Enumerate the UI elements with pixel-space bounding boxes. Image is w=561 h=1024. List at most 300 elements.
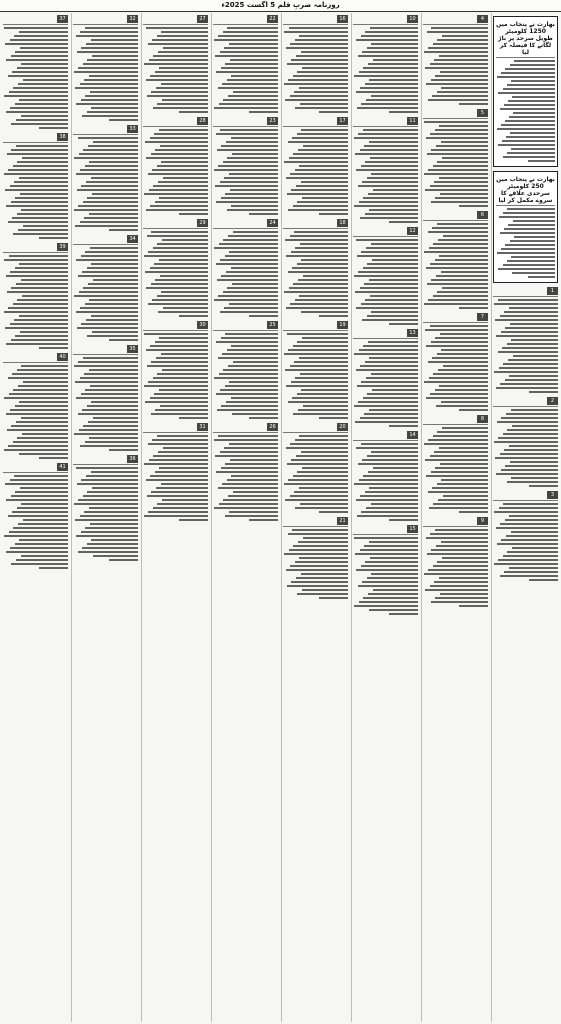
text-line bbox=[512, 272, 555, 274]
text-line bbox=[369, 409, 418, 411]
text-line bbox=[150, 267, 209, 269]
text-line bbox=[159, 197, 208, 199]
text-line bbox=[431, 149, 488, 151]
text-line bbox=[295, 299, 348, 301]
text-line bbox=[439, 577, 488, 579]
text-line bbox=[159, 467, 208, 469]
text-line bbox=[459, 307, 488, 309]
text-line bbox=[81, 185, 138, 187]
text-line bbox=[368, 63, 418, 65]
text-line bbox=[220, 51, 279, 53]
text-line bbox=[442, 557, 488, 559]
text-line bbox=[424, 121, 488, 123]
text-line bbox=[356, 369, 418, 371]
text-line bbox=[433, 43, 488, 45]
text-line bbox=[13, 389, 68, 391]
text-line bbox=[302, 197, 348, 199]
headline-rule bbox=[496, 205, 555, 206]
text-line bbox=[291, 59, 348, 61]
text-line bbox=[151, 153, 208, 155]
text-line bbox=[145, 271, 208, 273]
news-item-body bbox=[143, 333, 208, 419]
text-line bbox=[15, 197, 68, 199]
text-line bbox=[288, 209, 348, 211]
text-line bbox=[18, 523, 68, 525]
news-item bbox=[73, 15, 138, 121]
text-line bbox=[361, 511, 418, 513]
text-line bbox=[284, 291, 348, 293]
text-line bbox=[294, 361, 348, 363]
text-line bbox=[369, 357, 418, 359]
news-item-body bbox=[353, 27, 418, 113]
text-line bbox=[78, 499, 138, 501]
news-item-header bbox=[143, 423, 208, 431]
text-line bbox=[373, 589, 419, 591]
text-line bbox=[76, 397, 138, 399]
text-line bbox=[435, 597, 488, 599]
text-line bbox=[357, 515, 418, 517]
text-line bbox=[218, 165, 278, 167]
news-item-headline: بھارت نے پنجاب میں 1250 کلومیٹر طویل سرحد پر باڑ لگانے کا فیصلہ کر لیا bbox=[496, 21, 555, 56]
text-line bbox=[303, 275, 349, 277]
text-line bbox=[502, 140, 555, 142]
text-line bbox=[19, 177, 68, 179]
text-line bbox=[509, 375, 558, 377]
text-line bbox=[289, 27, 348, 29]
text-line bbox=[426, 475, 488, 477]
text-line bbox=[13, 441, 68, 443]
headline-rule bbox=[283, 432, 348, 433]
text-line bbox=[367, 315, 418, 317]
text-line bbox=[179, 519, 208, 521]
text-line bbox=[19, 263, 68, 265]
text-line bbox=[511, 409, 558, 411]
news-item-number-badge: 16 bbox=[337, 15, 348, 23]
news-item bbox=[143, 15, 208, 113]
text-line bbox=[503, 503, 558, 505]
text-line bbox=[74, 503, 138, 505]
news-item-body bbox=[143, 129, 208, 215]
text-line bbox=[21, 209, 68, 211]
text-line bbox=[360, 549, 419, 551]
news-item-header bbox=[493, 397, 558, 405]
text-line bbox=[157, 165, 208, 167]
text-line bbox=[16, 119, 68, 121]
text-line bbox=[435, 389, 488, 391]
text-line bbox=[221, 405, 278, 407]
text-line bbox=[83, 149, 138, 151]
text-line bbox=[358, 133, 418, 135]
text-line bbox=[287, 463, 348, 465]
text-line bbox=[369, 609, 418, 611]
text-line bbox=[154, 393, 208, 395]
text-line bbox=[442, 157, 488, 159]
text-line bbox=[295, 247, 348, 249]
text-line bbox=[355, 153, 418, 155]
text-line bbox=[425, 189, 488, 191]
text-line bbox=[365, 361, 418, 363]
text-line bbox=[435, 529, 488, 531]
text-line bbox=[219, 503, 278, 505]
text-line bbox=[303, 537, 349, 539]
text-line bbox=[17, 507, 68, 509]
text-line bbox=[370, 557, 418, 559]
news-item-number-badge: 18 bbox=[337, 219, 348, 227]
text-line bbox=[431, 201, 488, 203]
text-line bbox=[8, 515, 68, 517]
text-line bbox=[18, 385, 68, 387]
news-item bbox=[353, 15, 418, 113]
text-line bbox=[76, 535, 138, 537]
news-item-header bbox=[143, 219, 208, 227]
text-line bbox=[298, 409, 348, 411]
text-line bbox=[75, 519, 138, 521]
text-line bbox=[319, 213, 348, 215]
text-line bbox=[366, 99, 418, 101]
text-line bbox=[509, 307, 558, 309]
text-line bbox=[367, 455, 418, 457]
news-item bbox=[213, 219, 278, 317]
text-line bbox=[81, 47, 138, 49]
text-line bbox=[76, 467, 138, 469]
text-line bbox=[223, 239, 278, 241]
headline-rule bbox=[353, 440, 418, 441]
text-line bbox=[92, 487, 138, 489]
text-line bbox=[17, 369, 68, 371]
news-item-body bbox=[3, 365, 68, 459]
text-line bbox=[427, 31, 488, 33]
text-line bbox=[151, 491, 208, 493]
text-line bbox=[144, 333, 208, 335]
text-line bbox=[83, 63, 138, 65]
text-line bbox=[494, 563, 558, 565]
text-line bbox=[15, 335, 68, 337]
text-line bbox=[145, 401, 208, 403]
text-line bbox=[10, 39, 69, 41]
text-line bbox=[214, 39, 278, 41]
text-line bbox=[293, 545, 348, 547]
text-line bbox=[434, 581, 488, 583]
text-line bbox=[13, 527, 68, 529]
text-line bbox=[74, 71, 138, 73]
text-line bbox=[430, 393, 488, 395]
news-item bbox=[143, 423, 208, 521]
text-line bbox=[429, 247, 488, 249]
text-line bbox=[427, 153, 488, 155]
text-line bbox=[179, 315, 208, 317]
text-line bbox=[147, 95, 208, 97]
text-line bbox=[511, 256, 555, 258]
text-line bbox=[218, 35, 278, 37]
text-line bbox=[157, 35, 208, 37]
text-line bbox=[443, 495, 489, 497]
text-line bbox=[501, 124, 555, 126]
news-item bbox=[493, 287, 558, 393]
headline-rule bbox=[353, 126, 418, 127]
news-item-header bbox=[353, 227, 418, 235]
text-line bbox=[229, 43, 278, 45]
text-line bbox=[424, 573, 488, 575]
text-line bbox=[6, 343, 68, 345]
text-line bbox=[162, 99, 208, 101]
text-line bbox=[299, 295, 348, 297]
text-line bbox=[233, 361, 279, 363]
news-column bbox=[421, 13, 489, 1022]
text-line bbox=[371, 173, 418, 175]
text-line bbox=[148, 303, 208, 305]
text-line bbox=[424, 303, 488, 305]
text-line bbox=[151, 413, 208, 415]
text-line bbox=[13, 233, 68, 235]
news-item bbox=[423, 517, 488, 607]
text-line bbox=[503, 156, 555, 158]
news-item bbox=[353, 117, 418, 223]
headline-rule bbox=[3, 142, 68, 143]
text-line bbox=[499, 367, 558, 369]
news-item-header bbox=[423, 313, 488, 321]
news-item-header bbox=[213, 15, 278, 23]
text-line bbox=[214, 439, 278, 441]
text-line bbox=[225, 333, 278, 335]
text-line bbox=[366, 507, 418, 509]
text-line bbox=[23, 225, 69, 227]
text-line bbox=[215, 185, 278, 187]
text-line bbox=[359, 349, 418, 351]
news-item bbox=[283, 321, 348, 419]
text-line bbox=[286, 47, 348, 49]
text-line bbox=[218, 487, 278, 489]
text-line bbox=[437, 91, 488, 93]
text-line bbox=[368, 593, 418, 595]
text-line bbox=[8, 221, 68, 223]
text-line bbox=[144, 63, 208, 65]
text-line bbox=[221, 275, 278, 277]
headline-rule bbox=[423, 526, 488, 527]
news-item-header bbox=[283, 15, 348, 23]
news-item bbox=[73, 345, 138, 451]
headline-rule bbox=[493, 296, 558, 297]
text-line bbox=[288, 533, 348, 535]
text-line bbox=[4, 397, 68, 399]
text-line bbox=[369, 279, 418, 281]
text-line bbox=[497, 543, 558, 545]
news-item-header bbox=[353, 15, 418, 23]
text-line bbox=[504, 449, 558, 451]
text-line bbox=[509, 116, 555, 118]
text-line bbox=[82, 547, 138, 549]
text-line bbox=[93, 279, 139, 281]
text-line bbox=[76, 35, 138, 37]
text-line bbox=[230, 189, 278, 191]
text-line bbox=[287, 585, 348, 587]
text-line bbox=[82, 271, 138, 273]
news-item-number-badge: 27 bbox=[197, 15, 208, 23]
text-line bbox=[215, 55, 278, 57]
headline-rule bbox=[353, 236, 418, 237]
text-line bbox=[292, 267, 348, 269]
text-line bbox=[505, 68, 555, 70]
news-item-number-badge: 21 bbox=[337, 517, 348, 525]
text-line bbox=[459, 409, 488, 411]
text-line bbox=[39, 457, 68, 459]
text-line bbox=[18, 229, 68, 231]
news-item-number-badge: 26 bbox=[267, 423, 278, 431]
headline-rule bbox=[423, 24, 488, 25]
text-line bbox=[442, 35, 488, 37]
text-line bbox=[89, 299, 138, 301]
text-line bbox=[501, 331, 558, 333]
text-line bbox=[293, 413, 348, 415]
text-line bbox=[89, 161, 138, 163]
news-item-body bbox=[73, 137, 138, 231]
headline-rule bbox=[143, 228, 208, 229]
news-item-body bbox=[283, 529, 348, 599]
headline-rule bbox=[423, 424, 488, 425]
text-line bbox=[90, 523, 138, 525]
text-line bbox=[430, 585, 489, 587]
news-item-body bbox=[213, 129, 278, 215]
news-item-header bbox=[353, 525, 418, 533]
text-line bbox=[433, 243, 488, 245]
text-line bbox=[500, 232, 555, 234]
text-line bbox=[300, 243, 348, 245]
news-item-body bbox=[283, 129, 348, 215]
text-line bbox=[428, 47, 488, 49]
text-line bbox=[229, 511, 278, 513]
text-line bbox=[21, 555, 68, 557]
news-item-number-badge: 37 bbox=[57, 15, 68, 23]
text-line bbox=[425, 67, 488, 69]
text-line bbox=[231, 475, 278, 477]
news-item-body bbox=[213, 27, 278, 113]
text-line bbox=[371, 95, 418, 97]
text-line bbox=[439, 177, 488, 179]
text-line bbox=[319, 597, 348, 599]
text-line bbox=[75, 87, 138, 89]
text-line bbox=[358, 271, 418, 273]
text-line bbox=[9, 393, 68, 395]
news-item bbox=[353, 329, 418, 427]
text-line bbox=[157, 295, 208, 297]
text-line bbox=[296, 577, 348, 579]
text-line bbox=[231, 75, 278, 77]
news-item bbox=[73, 235, 138, 341]
text-line bbox=[85, 389, 138, 391]
text-line bbox=[433, 503, 488, 505]
text-line bbox=[505, 519, 558, 521]
text-line bbox=[301, 259, 348, 261]
text-line bbox=[6, 59, 68, 61]
text-line bbox=[6, 413, 68, 415]
text-line bbox=[153, 507, 208, 509]
text-line bbox=[229, 303, 278, 305]
text-line bbox=[109, 229, 138, 231]
text-line bbox=[293, 345, 348, 347]
text-line bbox=[513, 220, 555, 222]
text-line bbox=[87, 491, 138, 493]
news-item-number-badge: 23 bbox=[267, 117, 278, 125]
text-line bbox=[231, 345, 278, 347]
text-line bbox=[513, 355, 559, 357]
text-line bbox=[504, 311, 558, 313]
headline-rule bbox=[213, 432, 278, 433]
headline-rule bbox=[423, 118, 488, 119]
news-item-body bbox=[353, 443, 418, 521]
text-line bbox=[436, 275, 488, 277]
news-item-header bbox=[213, 219, 278, 227]
news-item-header bbox=[3, 243, 68, 251]
news-item-body bbox=[3, 255, 68, 349]
headline-rule bbox=[73, 134, 138, 135]
text-line bbox=[436, 405, 488, 407]
text-line bbox=[163, 47, 209, 49]
text-line bbox=[226, 401, 278, 403]
news-item-header bbox=[3, 15, 68, 23]
text-line bbox=[285, 239, 348, 241]
text-line bbox=[155, 71, 208, 73]
text-line bbox=[85, 303, 138, 305]
text-line bbox=[356, 307, 418, 309]
news-item-body bbox=[3, 475, 68, 569]
news-item-number-badge: 15 bbox=[407, 525, 418, 533]
news-item-header bbox=[283, 517, 348, 525]
text-line bbox=[504, 104, 555, 106]
text-line bbox=[365, 491, 418, 493]
text-line bbox=[6, 275, 68, 277]
news-item-number-badge: 13 bbox=[407, 329, 418, 337]
text-line bbox=[14, 475, 68, 477]
text-line bbox=[503, 88, 556, 90]
news-item-number-badge: 14 bbox=[407, 431, 418, 439]
text-line bbox=[6, 499, 68, 501]
text-line bbox=[150, 205, 208, 207]
text-line bbox=[160, 405, 208, 407]
news-item-header bbox=[496, 176, 555, 204]
text-line bbox=[301, 129, 348, 131]
text-line bbox=[498, 268, 555, 270]
text-line bbox=[155, 409, 208, 411]
text-line bbox=[157, 503, 208, 505]
text-line bbox=[365, 561, 418, 563]
text-line bbox=[85, 441, 138, 443]
news-item-header bbox=[423, 109, 488, 117]
text-line bbox=[13, 303, 68, 305]
text-line bbox=[284, 553, 348, 555]
text-line bbox=[157, 435, 208, 437]
news-item-header bbox=[3, 353, 68, 361]
text-line bbox=[426, 397, 488, 399]
text-line bbox=[19, 31, 68, 33]
text-line bbox=[363, 67, 418, 69]
text-line bbox=[229, 251, 278, 253]
text-line bbox=[431, 79, 488, 81]
news-item-header bbox=[353, 329, 418, 337]
text-line bbox=[39, 347, 68, 349]
text-line bbox=[84, 79, 138, 81]
news-item-headline: بھارت نے پنجاب میں 250 کلومیٹر سرحدی علاقے کا سروے مکمل کر لیا bbox=[496, 176, 555, 204]
text-line bbox=[290, 43, 348, 45]
text-line bbox=[507, 429, 558, 431]
text-line bbox=[216, 341, 278, 343]
text-line bbox=[5, 43, 68, 45]
text-line bbox=[150, 475, 208, 477]
text-line bbox=[17, 299, 68, 301]
text-line bbox=[39, 567, 68, 569]
headline-rule bbox=[143, 432, 208, 433]
news-item-header bbox=[423, 15, 488, 23]
text-line bbox=[13, 165, 68, 167]
text-line bbox=[154, 263, 208, 265]
